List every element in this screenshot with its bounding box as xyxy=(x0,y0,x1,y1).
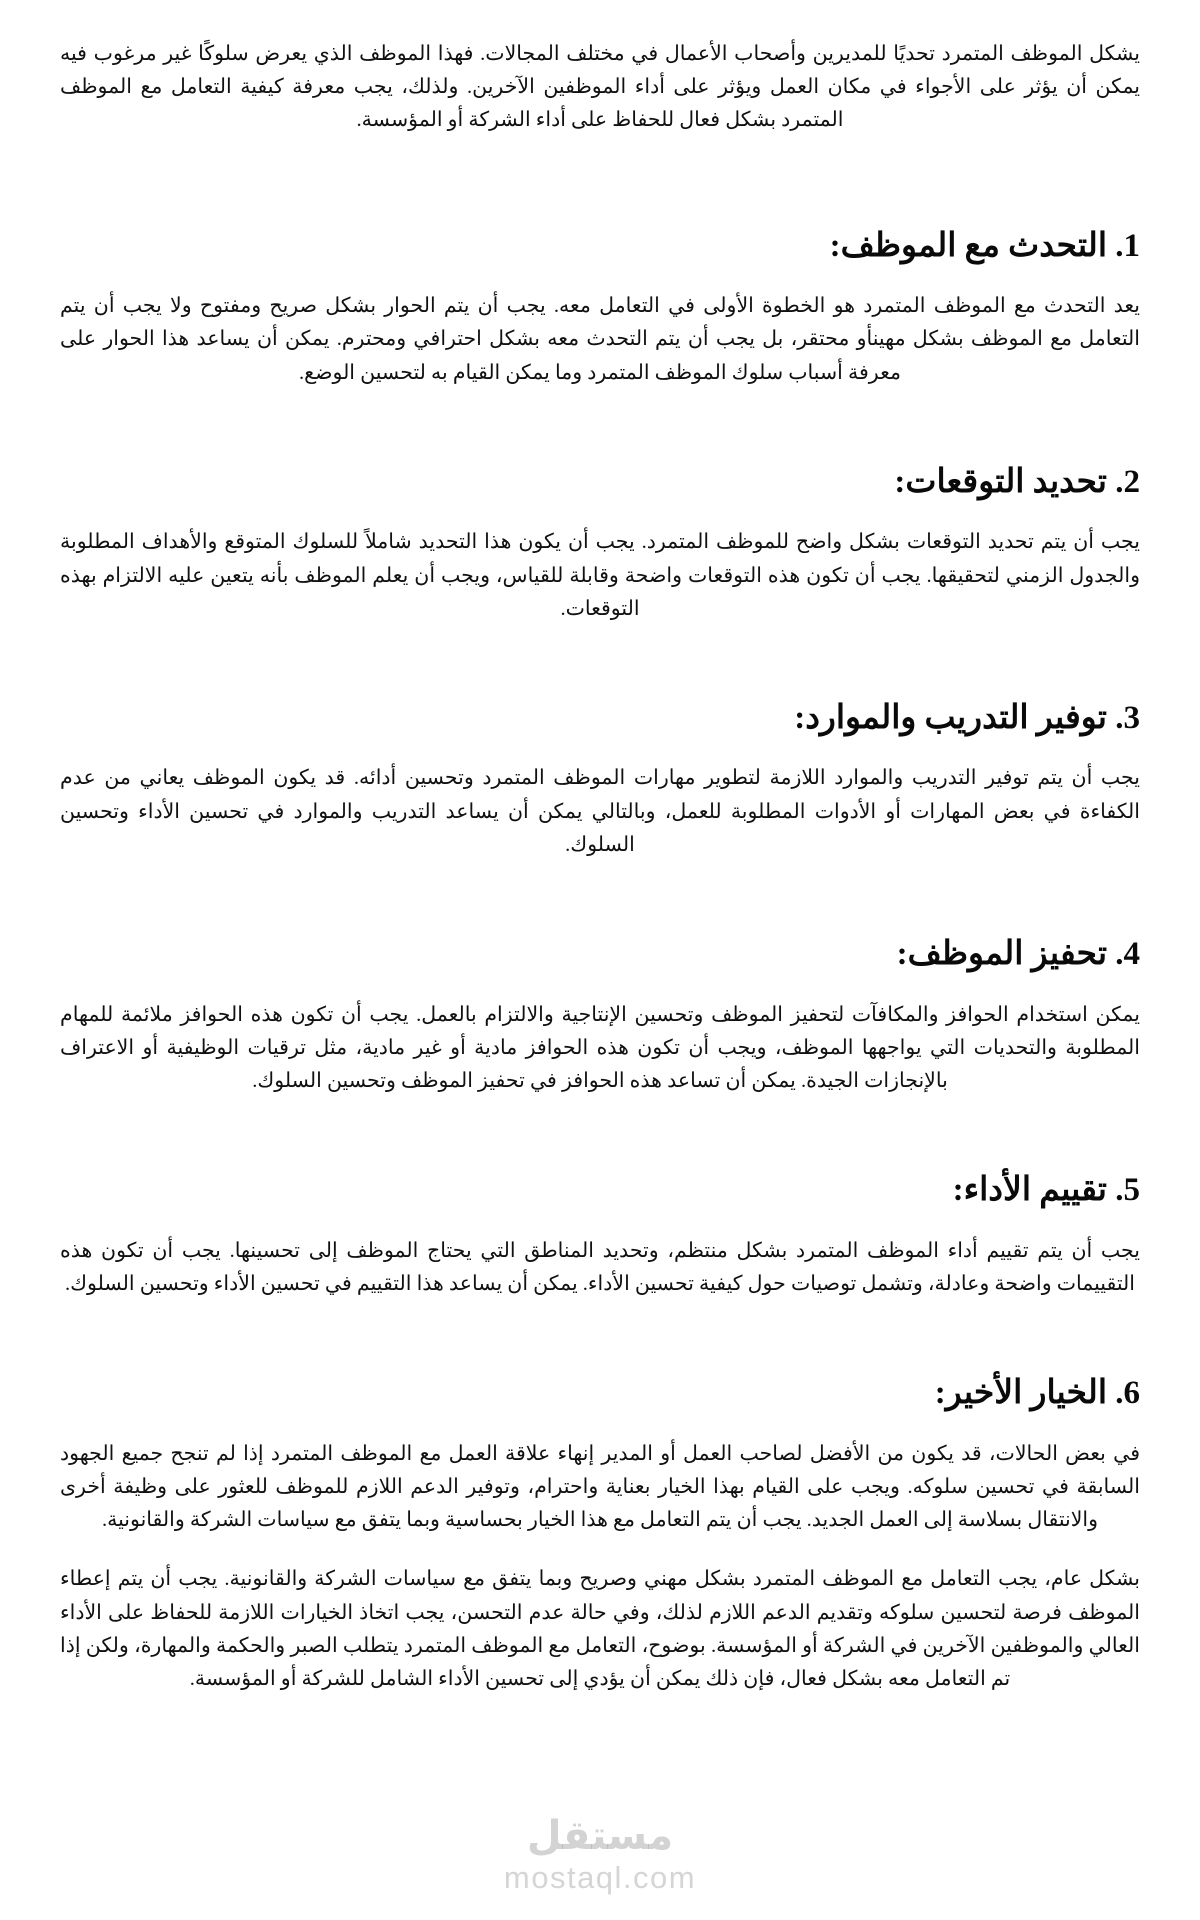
section-6-heading: 6. الخيار الأخير: xyxy=(934,1375,1140,1412)
section-3-paragraph-1: يجب أن يتم توفير التدريب والموارد اللازمة لتطوير مهارات الموظف المتمرد وتحسين أدائه. قد يكون الموظف يعاني من عدم الكفاءة في بعض المهارات أو الأدوات المطلوبة للعمل، وبالتالي يمكن أن يساعد التدريب والموارد في تحسين الأداء وتحسين السلوك. xyxy=(60,767,1140,856)
section-6-paragraph-2: بشكل عام، يجب التعامل مع الموظف المتمرد بشكل مهني وصريح وبما يتفق مع سياسات الشركة والقانونية. يجب أن يتم إعطاء الموظف فرصة لتحسين سلوكه وتقديم الدعم اللازم لذلك، وفي حالة عدم التحسن، يجب اتخاذ الخيارات اللازمة للحفاظ على الأداء العالي والموظفين الآخرين في الشركة أو المؤسسة. بوضوح، التعامل مع الموظف المتمرد يتطلب الصبر والحكمة والمهارة، ولكن إذا تم التعامل معه بشكل فعال، فإن ذلك يمكن أن يؤدي إلى تحسين الأداء الشامل للشركة أو المؤسسة. xyxy=(60,1568,1140,1690)
section-2-heading: 2. تحديد التوقعات: xyxy=(894,463,1140,500)
spacer xyxy=(60,626,1140,696)
section-1-heading: 1. التحدث مع الموظف: xyxy=(829,227,1140,264)
spacer xyxy=(60,1098,1140,1168)
section-1-paragraph-1: يعد التحدث مع الموظف المتمرد هو الخطوة الأولى في التعامل معه. يجب أن يتم الحوار بشكل صريح ومفتوح ولا يجب أن يتم التعامل مع الموظف بشكل مهينأو محتقر، بل يجب أن يتم التحدث معه بشكل احترافي ومحترم. يمكن أن يساعد هذا الحوار على معرفة أسباب سلوك الموظف المتمرد وما يمكن القيام به لتحسين الوضع. xyxy=(60,295,1140,384)
section-5-paragraph-1: يجب أن يتم تقييم أداء الموظف المتمرد بشكل منتظم، وتحديد المناطق التي يحتاج الموظف إلى تحسينها. يجب أن تكون هذه التقييمات واضحة وعادلة، وتشمل توصيات حول كيفية تحسين الأداء. يمكن أن يساعد هذا التقييم في تحسين الأداء وتحسين السلوك. xyxy=(60,1239,1140,1295)
section-5 xyxy=(60,1168,1140,1301)
section-3 xyxy=(60,696,1140,862)
section-4 xyxy=(60,932,1140,1098)
watermark-arabic-text: مستقل xyxy=(526,1813,674,1858)
section-3-heading: 3. توفير التدريب والموارد: xyxy=(794,699,1140,736)
spacer xyxy=(60,862,1140,932)
section-5-heading: 5. تقييم الأداء: xyxy=(952,1172,1140,1209)
section-2-paragraph-1: يجب أن يتم تحديد التوقعات بشكل واضح للموظف المتمرد. يجب أن يكون هذا التحديد شاملاً للسلوك المتوقع والأهداف المطلوبة والجدول الزمني لتحقيقها. يجب أن تكون هذه التوقعات واضحة وقابلة للقياس، ويجب أن يعلم الموظف بأنه يتعين عليه الالتزام بهذه التوقعات. xyxy=(60,531,1140,620)
section-1 xyxy=(60,224,1140,390)
intro-paragraph: يشكل الموظف المتمرد تحديًا للمديرين وأصحاب الأعمال في مختلف المجالات. فهذا الموظف الذي يعرض سلوكًا غير مرغوب فيه يمكن أن يؤثر على الأجواء في مكان العمل ويؤثر على أداء الموظفين الآخرين. ولذلك، يجب معرفة كيفية التعامل مع الموظف المتمرد بشكل فعال للحفاظ على أداء الشركة أو المؤسسة. xyxy=(60,43,1140,132)
spacer xyxy=(60,1301,1140,1371)
watermark-latin-text: mostaql.com xyxy=(503,1859,697,1895)
section-6-paragraph-1: في بعض الحالات، قد يكون من الأفضل لصاحب العمل أو المدير إنهاء علاقة العمل مع الموظف المتمرد إذا لم تنجح جميع الجهود السابقة في تحسين سلوكه. ويجب على القيام بهذا الخيار بعناية واحترام، وتوفير الدعم اللازم للموظف للعثور على وظيفة أخرى والانتقال بسلاسة إلى العمل الجديد. يجب أن يتم التعامل مع هذا الخيار بحساسية وبما يتفق مع سياسات الشركة والقانونية. xyxy=(60,1442,1140,1532)
section-4-paragraph-1: يمكن استخدام الحوافز والمكافآت لتحفيز الموظف وتحسين الإنتاجية والالتزام بالعمل. يجب أن تكون هذه الحوافز ملائمة للمهام المطلوبة والتحديات التي يواجهها الموظف، ويجب أن تكون هذه الحوافز مادية أو غير مادية، مثل ترقيات الوظيفية أو الاعتراف بالإنجازات الجيدة. يمكن أن تساعد هذه الحوافز في تحفيز الموظف وتحسين السلوك. xyxy=(60,1003,1140,1093)
section-4-heading: 4. تحفيز الموظف: xyxy=(896,936,1140,973)
spacer xyxy=(60,390,1140,460)
section-2 xyxy=(60,460,1140,626)
spacer xyxy=(60,154,1140,224)
section-6 xyxy=(60,1371,1140,1696)
